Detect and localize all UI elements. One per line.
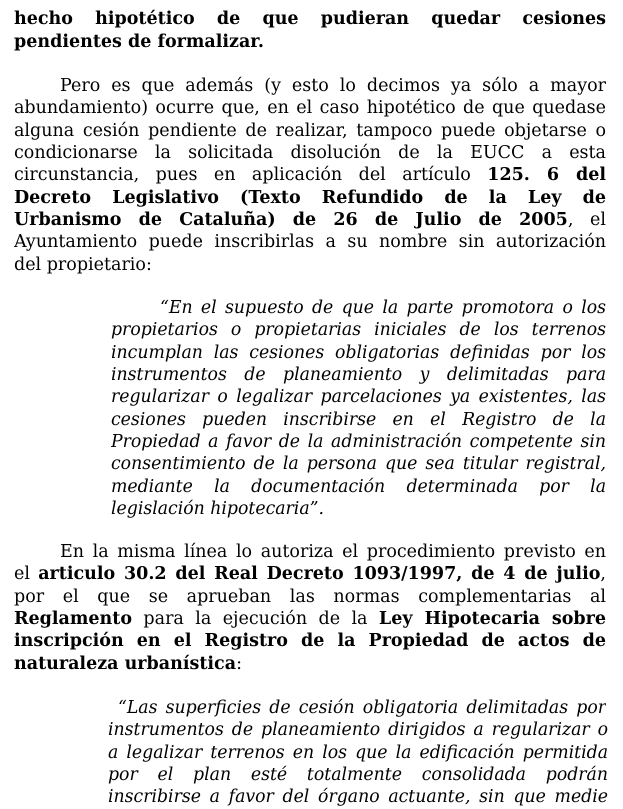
text-line [14,120,606,142]
text-run: abundamiento) ocurre que, en el caso hipotético de que quedase [14,98,606,118]
bold-text-run: naturaleza urbanística [14,654,237,674]
quote-line: “Las superficies de cesión obligatoria delimitadas por [118,698,606,718]
text-line [14,586,606,608]
bold-text-run: pendientes de formalizar. [14,32,265,52]
quote-line: propietarios o propietarias iniciales de los terrenos [111,320,606,340]
text-run: condicionarse la solicitada disolución de la EUCC a esta [14,143,606,163]
text-run: alguna cesión pendiente de realizar, tampoco puede objetarse o [14,121,606,141]
quote-line: mediante la documentación determinada por la [111,477,606,497]
quote-line: consentimiento de la persona que sea titular registral, [111,454,606,474]
quote-line: legislación hipotecaria”. [111,499,324,519]
quote-line: instrumentos de planeamiento dirigidos a regularizar o [108,720,608,740]
bold-text-run: Ley Hipotecaria sobre [378,609,606,629]
quote-line: regularizar o legalizar parcelaciones ya existentes, las [111,387,606,407]
text-line [14,142,606,164]
text-line [14,97,606,119]
text-run: circunstancia, pues en aplicación del artículo [14,165,488,185]
quote-line: Propiedad a favor de la administración competente sin [111,432,606,452]
quote-line: por el plan esté totalmente consolidada podrán [108,765,608,785]
bold-text-run: inscripción en el Registro de la Propiedad de actos de [14,631,606,651]
text-run: el [14,564,39,584]
bold-text-run: Decreto Legislativo (Texto Refundido de la Ley de [14,188,606,208]
quote-line: instrumentos de planeamiento y delimitadas para [111,365,606,385]
text-run: para la ejecución de la [132,609,379,629]
bold-text-run: Reglamento [14,609,133,629]
text-line [14,187,606,209]
text-run: Pero es que además (y esto lo decimos ya sólo a mayor [60,76,606,96]
bold-text-run: 125. 6 del [487,165,606,185]
quote-line: inscribirse a favor del órgano actuante, sin que medie [108,787,608,807]
quote-line: cesiones pueden inscribirse en el Registro de la [111,410,606,430]
quote-line: “En el supuesto de que la parte promotora o los [160,298,606,318]
bold-text-run: hecho hipotético de que pudieran quedar cesiones [14,9,606,29]
text-run: , el [567,210,606,230]
text-run: Ayuntamiento puede inscribirlas a su nombre sin autorización [14,232,606,252]
text-run: del propietario: [14,255,152,275]
bold-text-run: articulo 30.2 del Real Decreto 1093/1997, de 4 de julio [38,564,601,584]
text-line [14,608,606,630]
quote-line: incumplan las cesiones obligatorias definidas por los [111,343,606,363]
text-line [14,653,606,675]
text-line [14,254,606,276]
text-line [14,31,606,53]
text-line [14,164,606,186]
text-line [14,630,606,652]
text-line [14,563,606,585]
text-line [60,75,606,97]
quote-line: a legalizar terrenos en los que la edificación permitida [108,743,608,763]
text-run: : [236,654,242,674]
text-line [14,8,606,30]
text-run: por el que se aprueban las normas complementarias al [14,587,606,607]
text-line [60,541,606,563]
text-line [14,231,606,253]
text-line [14,209,606,231]
text-run: En la misma línea lo autoriza el procedimiento previsto en [60,542,606,562]
text-run: , [600,564,606,584]
bold-text-run: Urbanismo de Cataluña) de 26 de Julio de 2005 [14,210,568,230]
